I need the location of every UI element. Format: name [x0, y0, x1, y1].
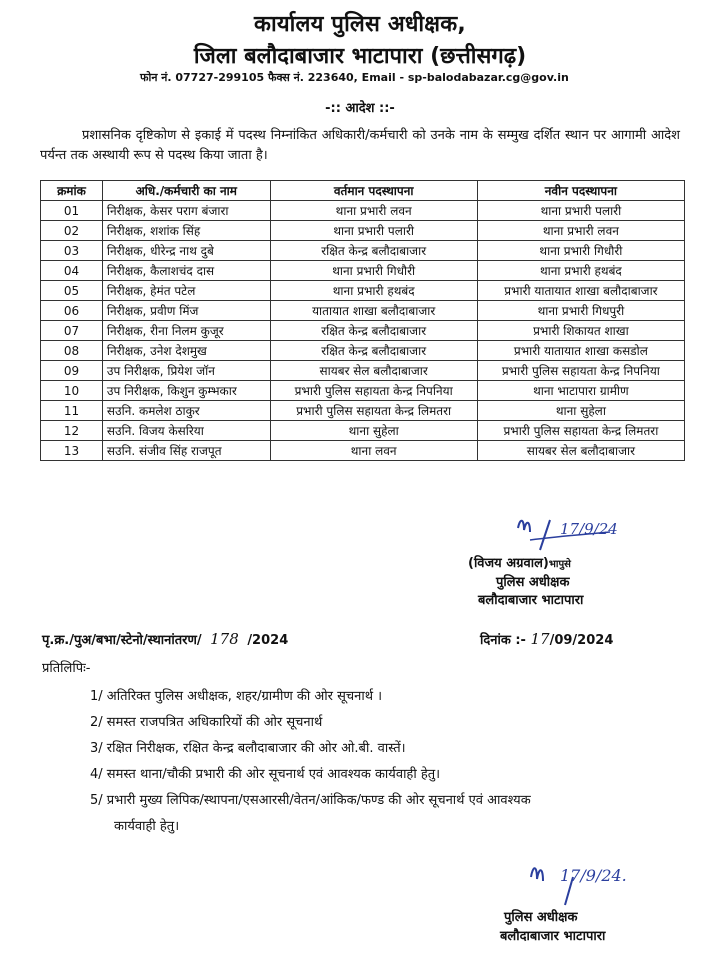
cell-name: निरीक्षक, प्रवीण मिंज — [102, 301, 270, 321]
cell-new: प्रभारी पुलिस सहायता केन्द्र निपनिया — [477, 361, 684, 381]
cell-new: प्रभारी पुलिस सहायता केन्द्र लिमतरा — [477, 421, 684, 441]
cell-name: निरीक्षक, धीरेन्द्र नाथ दुबे — [102, 241, 270, 261]
cell-new: थाना प्रभारी गिधौरी — [477, 241, 684, 261]
cell-serial: 08 — [41, 341, 103, 361]
signatory-place: बलौदाबाजार भाटापारा — [478, 593, 584, 608]
office-title: कार्यालय पुलिस अधीक्षक, — [254, 12, 466, 37]
signature-block — [468, 555, 583, 610]
table-row — [41, 301, 685, 321]
cell-serial: 03 — [41, 241, 103, 261]
cell-name: निरीक्षक, केसर पराग बंजारा — [102, 201, 270, 221]
cell-name: उप निरीक्षक, किशुन कुम्भकार — [102, 381, 270, 401]
cell-name: निरीक्षक, रीना निलम कुजूर — [102, 321, 270, 341]
signature-date: 17/9/24 — [560, 520, 618, 538]
table-row — [41, 201, 685, 221]
cell-current: प्रभारी पुलिस सहायता केन्द्र निपनिया — [270, 381, 477, 401]
cell-serial: 05 — [41, 281, 103, 301]
signatory2-designation: पुलिस अधीक्षक — [504, 910, 578, 925]
cell-serial: 11 — [41, 401, 103, 421]
date-rest: /09/2024 — [549, 633, 614, 648]
cell-name: सउनि. कमलेश ठाकुर — [102, 401, 270, 421]
cell-name: निरीक्षक, हेमंत पटेल — [102, 281, 270, 301]
copy-to-title: प्रतिलिपिः- — [42, 661, 91, 676]
cell-name: निरीक्षक, उनेश देशमुख — [102, 341, 270, 361]
cell-current: थाना लवन — [270, 441, 477, 461]
header-serial: क्रमांक — [41, 181, 103, 201]
cell-current: थाना प्रभारी लवन — [270, 201, 477, 221]
cell-serial: 10 — [41, 381, 103, 401]
signatory-designation: पुलिस अधीक्षक — [496, 575, 570, 590]
cell-current: रक्षित केन्द्र बलौदाबाजार — [270, 241, 477, 261]
cell-new: थाना प्रभारी लवन — [477, 221, 684, 241]
cell-new: सायबर सेल बलौदाबाजार — [477, 441, 684, 461]
cell-current: थाना सुहेला — [270, 421, 477, 441]
table-row — [41, 341, 685, 361]
cell-new: प्रभारी यातायात शाखा कसडोल — [477, 341, 684, 361]
table-row — [41, 441, 685, 461]
cell-current: थाना प्रभारी हथबंद — [270, 281, 477, 301]
cell-new: प्रभारी यातायात शाखा बलौदाबाजार — [477, 281, 684, 301]
reference-prefix: पृ.क्र./पुअ/बभा/स्टेनो/स्थानांतरण/ — [42, 633, 202, 648]
cell-current: रक्षित केन्द्र बलौदाबाजार — [270, 321, 477, 341]
cell-name: उप निरीक्षक, प्रियेश जॉन — [102, 361, 270, 381]
header-new-posting: नवीन पदस्थापना — [477, 181, 684, 201]
cell-serial: 02 — [41, 221, 103, 241]
cell-current: थाना प्रभारी गिधौरी — [270, 261, 477, 281]
table-row — [41, 281, 685, 301]
cell-new: थाना सुहेला — [477, 401, 684, 421]
table-row — [41, 401, 685, 421]
list-item: 4/ समस्त थाना/चौकी प्रभारी की ओर सूचनार्थ एवं आवश्यक कार्यवाही हेतु। — [90, 767, 441, 782]
cell-new: थाना प्रभारी गिधपुरी — [477, 301, 684, 321]
table-row — [41, 381, 685, 401]
cell-current: यातायात शाखा बलौदाबाजार — [270, 301, 477, 321]
list-item: 2/ समस्त राजपत्रित अधिकारियों की ओर सूचनार्थ — [90, 715, 323, 730]
list-item: 1/ अतिरिक्त पुलिस अधीक्षक, शहर/ग्रामीण की ओर सूचनार्थ । — [90, 689, 383, 704]
cell-serial: 09 — [41, 361, 103, 381]
table-header-row — [41, 181, 685, 201]
cell-name: सउनि. संजीव सिंह राजपूत — [102, 441, 270, 461]
cell-serial: 01 — [41, 201, 103, 221]
list-item: 3/ रक्षित निरीक्षक, रक्षित केन्द्र बलौदाबाजार की ओर ओ.बी. वास्तें। — [90, 741, 406, 756]
district-title: जिला बलौदाबाजार भाटापारा (छत्तीसगढ़) — [193, 44, 527, 69]
posting-table — [40, 180, 685, 461]
table-row — [41, 221, 685, 241]
reference-number — [42, 630, 288, 648]
cell-serial: 12 — [41, 421, 103, 441]
order-date — [480, 630, 613, 648]
table-row — [41, 421, 685, 441]
cell-new: प्रभारी शिकायत शाखा — [477, 321, 684, 341]
cell-current: थाना प्रभारी पलारी — [270, 221, 477, 241]
order-title: -:: आदेश ::- — [325, 101, 395, 116]
cell-serial: 13 — [41, 441, 103, 461]
cell-current: रक्षित केन्द्र बलौदाबाजार — [270, 341, 477, 361]
cell-name: निरीक्षक, शशांक सिंह — [102, 221, 270, 241]
date-day: 17 — [530, 630, 550, 648]
cell-current: सायबर सेल बलौदाबाजार — [270, 361, 477, 381]
copy-to-list — [90, 684, 690, 840]
cell-serial: 04 — [41, 261, 103, 281]
signature2-block — [500, 908, 605, 946]
reference-year: /2024 — [247, 633, 289, 648]
signatory-service: भापुसे — [548, 559, 571, 570]
reference-handwritten-number: 178 — [210, 630, 239, 648]
cell-new: थाना प्रभारी हथबंद — [477, 261, 684, 281]
header-current-posting: वर्तमान पदस्थापना — [270, 181, 477, 201]
signatory2-place: बलौदाबाजार भाटापारा — [500, 929, 606, 944]
cell-current: प्रभारी पुलिस सहायता केन्द्र लिमतरा — [270, 401, 477, 421]
signature2-date: 17/9/24. — [560, 866, 627, 885]
cell-name: निरीक्षक, कैलाशचंद दास — [102, 261, 270, 281]
cell-new: थाना प्रभारी पलारी — [477, 201, 684, 221]
table-row — [41, 321, 685, 341]
date-label: दिनांक :- — [480, 633, 526, 648]
signatory-name: (विजय अग्रवाल) — [468, 556, 549, 571]
table-row — [41, 361, 685, 381]
list-item: 5/ प्रभारी मुख्य लिपिक/स्थापना/एसआरसी/वेतन/आंकिक/फण्ड की ओर सूचनार्थ एवं आवश्यक — [90, 793, 531, 808]
table-row — [41, 241, 685, 261]
cell-name: सउनि. विजय केसरिया — [102, 421, 270, 441]
table-row — [41, 261, 685, 281]
list-item-continuation: कार्यवाही हेतु। — [114, 819, 180, 834]
cell-new: थाना भाटापारा ग्रामीण — [477, 381, 684, 401]
intro-paragraph: प्रशासनिक दृष्टिकोण से इकाई में पदस्थ निम्नांकित अधिकारी/कर्मचारी को उनके नाम के सम्मुख दर्शित स्थान पर आगामी आदेश पर्यन्त तक अस्थायी रूप से पदस्थ किया जाता है। — [40, 128, 680, 163]
signature2-scribble — [525, 855, 655, 915]
cell-serial: 06 — [41, 301, 103, 321]
cell-serial: 07 — [41, 321, 103, 341]
header-name: अधि./कर्मचारी का नाम — [102, 181, 270, 201]
contact-line: फोन नं. 07727-299105 फैक्स नं. 223640, Email - sp-balodabazar.cg@gov.in — [140, 71, 569, 84]
